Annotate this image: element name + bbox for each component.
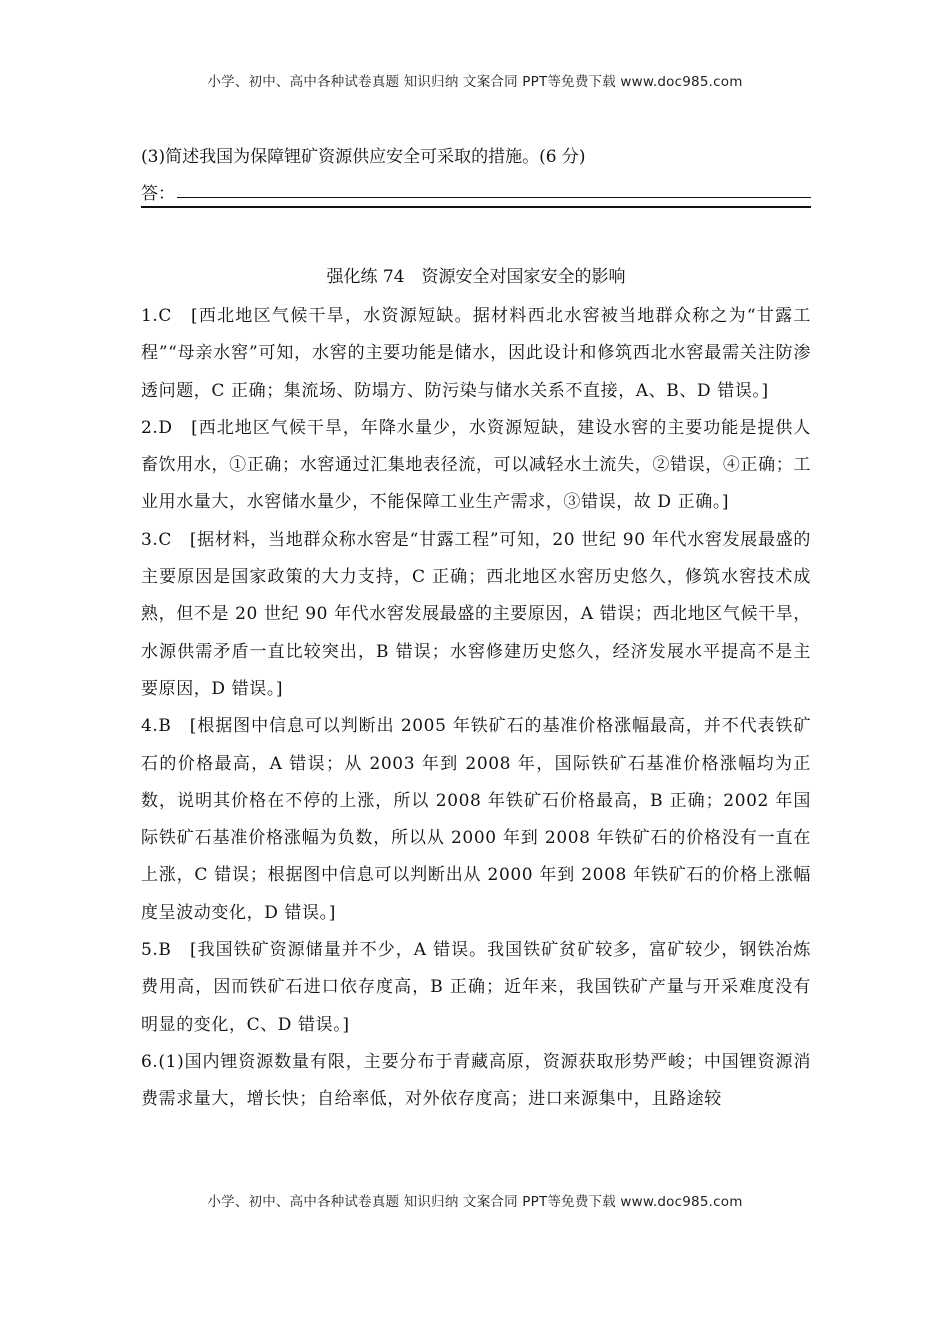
answer-item-2: 2.D [西北地区气候干旱，年降水量少，水资源短缺，建设水窖的主要功能是提供人畜饮用水，①正确；水窖通过汇集地表径流，可以减轻水土流失，②错误，④正确；工业用水量大，水窖储水量少，不能保障工业生产需求，③错误，故 D 正确。] <box>141 417 811 513</box>
page-footer: 小学、初中、高中各种试卷真题 知识归纳 文案合同 PPT等免费下载 www.doc985.com <box>207 1194 743 1210</box>
answer-list <box>141 298 811 1119</box>
answer-label: 答： <box>141 184 175 204</box>
answer-item-5: 5.B [我国铁矿资源储量并不少，A 错误。我国铁矿贫矿较多，富矿较少，钢铁冶炼费用高，因而铁矿石进口依存度高，B 正确；近年来，我国铁矿产量与开采难度没有明显的变化，C、D 错误。] <box>141 940 811 1035</box>
question-3-text: (3)简述我国为保障锂矿资源供应安全可采取的措施。(6 分) <box>141 147 586 167</box>
answer-blank-line <box>177 196 811 198</box>
section-title: 强化练 74 资源安全对国家安全的影响 <box>326 267 626 287</box>
page-header: 小学、初中、高中各种试卷真题 知识归纳 文案合同 PPT等免费下载 www.doc985.com <box>207 74 743 90</box>
answer-item-3: 3.C [据材料，当地群众称水窖是“甘露工程”可知，20 世纪 90 年代水窖发展最盛的主要原因是国家政策的大力支持，C 正确；西北地区水窖历史悠久，修筑水窖技术成熟，但不是 20 世纪 90 年代水窖发展最盛的主要原因，A 错误；西北地区气候干旱，水源供需矛盾一直比较突出，B 错误；水窖修建历史悠久，经济发展水平提高不是主要原因，D 错误。] <box>141 529 811 699</box>
section-divider <box>141 206 811 208</box>
page-content <box>141 140 811 1119</box>
answer-row <box>141 174 811 204</box>
answer-item-6: 6.(1)国内锂资源数量有限，主要分布于青藏高原，资源获取形势严峻；中国锂资源消费需求量大，增长快；自给率低，对外依存度高；进口来源集中，且路途较 <box>141 1051 811 1110</box>
answer-item-1: 1.C [西北地区气候干旱，水资源短缺。据材料西北水窖被当地群众称之为“甘露工程”“母亲水窖”可知，水窖的主要功能是储水，因此设计和修筑西北水窖最需关注防渗透问题，C 正确；集流场、防塌方、防污染与储水关系不直接，A、B、D 错误。] <box>141 306 811 401</box>
answer-item-4: 4.B [根据图中信息可以判断出 2005 年铁矿石的基准价格涨幅最高，并不代表铁矿石的价格最高，A 错误；从 2003 年到 2008 年，国际铁矿石基准价格涨幅均为正数，说明其价格在不停的上涨，所以 2008 年铁矿石价格最高，B 正确；2002 年国际铁矿石基准价格涨幅为负数，所以从 2000 年到 2008 年铁矿石的价格没有一直在上涨，C 错误；根据图中信息可以判断出从 2000 年到 2008 年铁矿石的价格上涨幅度呈波动变化，D 错误。] <box>141 716 811 923</box>
